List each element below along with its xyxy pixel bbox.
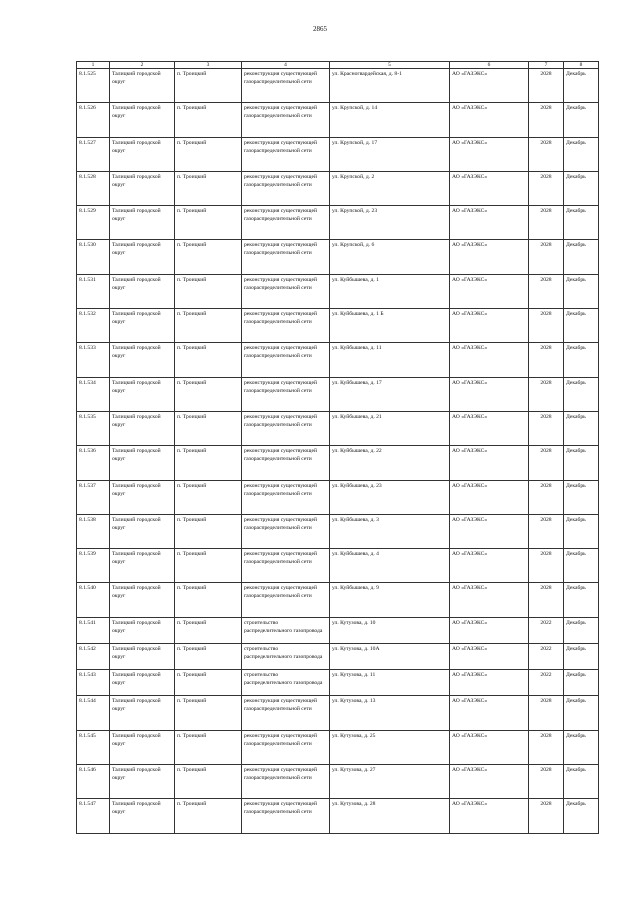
month-cell: Декабрь [564,643,599,669]
row-number: 8.1.539 [77,549,110,583]
month-cell: Декабрь [564,549,599,583]
month-cell: Декабрь [564,343,599,377]
locality-cell: п. Троицкий [175,411,242,445]
row-number: 8.1.530 [77,240,110,274]
table-row [77,343,599,377]
month-cell: Декабрь [564,240,599,274]
work-type-cell: реконструкция существующей газораспределительной сети [242,274,330,308]
locality-cell: п. Троицкий [175,309,242,343]
work-type-cell: реконструкция существующей газораспределительной сети [242,514,330,548]
year-cell: 2028 [529,583,564,617]
locality-cell: п. Троицкий [175,670,242,696]
table-row [77,446,599,480]
district-cell: Талицкий городской округ [110,274,175,308]
organization-cell: АО «ГАЗЭКС» [450,206,529,240]
locality-cell: п. Троицкий [175,137,242,171]
month-cell: Декабрь [564,274,599,308]
work-type-cell: реконструкция существующей газораспределительной сети [242,411,330,445]
organization-cell: АО «ГАЗЭКС» [450,583,529,617]
organization-cell: АО «ГАЗЭКС» [450,69,529,103]
address-cell: ул. Куйбышева, д. 23 [330,480,450,514]
locality-cell: п. Троицкий [175,69,242,103]
organization-cell: АО «ГАЗЭКС» [450,696,529,730]
organization-cell: АО «ГАЗЭКС» [450,240,529,274]
district-cell: Талицкий городской округ [110,730,175,764]
table-row [77,274,599,308]
district-cell: Талицкий городской округ [110,377,175,411]
locality-cell: п. Троицкий [175,583,242,617]
month-cell: Декабрь [564,377,599,411]
address-cell: ул. Куйбышева, д. 21 [330,411,450,445]
column-header: 7 [529,62,564,69]
row-number: 8.1.532 [77,309,110,343]
table-row [77,240,599,274]
month-cell: Декабрь [564,670,599,696]
row-number: 8.1.544 [77,696,110,730]
table-row [77,730,599,764]
table-row [77,764,599,798]
table-row [77,549,599,583]
locality-cell: п. Троицкий [175,274,242,308]
month-cell: Декабрь [564,69,599,103]
column-header: 2 [110,62,175,69]
locality-cell: п. Троицкий [175,799,242,833]
address-cell: ул. Куйбышева, д. 1 [330,274,450,308]
year-cell: 2028 [529,274,564,308]
work-type-cell: строительство распределительного газопровода [242,670,330,696]
address-cell: ул. Куйбышева, д. 9 [330,583,450,617]
row-number: 8.1.526 [77,103,110,137]
address-cell: ул. Кутузова, д. 27 [330,764,450,798]
row-number: 8.1.531 [77,274,110,308]
row-number: 8.1.545 [77,730,110,764]
month-cell: Декабрь [564,583,599,617]
locality-cell: п. Троицкий [175,643,242,669]
address-cell: ул. Кутузова, д. 11 [330,670,450,696]
organization-cell: АО «ГАЗЭКС» [450,514,529,548]
work-type-cell: реконструкция существующей газораспределительной сети [242,730,330,764]
work-type-cell: реконструкция существующей газораспределительной сети [242,171,330,205]
district-cell: Талицкий городской округ [110,670,175,696]
table-row [77,137,599,171]
month-cell: Декабрь [564,446,599,480]
address-cell: ул. Красногвардейская, д. 8-1 [330,69,450,103]
column-header: 8 [564,62,599,69]
month-cell: Декабрь [564,103,599,137]
work-type-cell: реконструкция существующей газораспределительной сети [242,377,330,411]
district-cell: Талицкий городской округ [110,343,175,377]
work-type-cell: реконструкция существующей газораспределительной сети [242,137,330,171]
work-type-cell: строительство распределительного газопровода [242,643,330,669]
locality-cell: п. Троицкий [175,696,242,730]
year-cell: 2028 [529,446,564,480]
organization-cell: АО «ГАЗЭКС» [450,480,529,514]
column-header: 6 [450,62,529,69]
work-type-cell: строительство распределительного газопровода [242,617,330,643]
year-cell: 2028 [529,411,564,445]
month-cell: Декабрь [564,171,599,205]
month-cell: Декабрь [564,309,599,343]
organization-cell: АО «ГАЗЭКС» [450,799,529,833]
year-cell: 2022 [529,670,564,696]
row-number: 8.1.537 [77,480,110,514]
year-cell: 2028 [529,764,564,798]
locality-cell: п. Троицкий [175,377,242,411]
table-body [77,69,599,834]
address-cell: ул. Крупской, д. 14 [330,103,450,137]
district-cell: Талицкий городской округ [110,206,175,240]
work-type-cell: реконструкция существующей газораспределительной сети [242,206,330,240]
table-row [77,171,599,205]
organization-cell: АО «ГАЗЭКС» [450,446,529,480]
row-number: 8.1.535 [77,411,110,445]
table-row [77,670,599,696]
row-number: 8.1.536 [77,446,110,480]
address-cell: ул. Кутузова, д. 10 [330,617,450,643]
work-type-cell: реконструкция существующей газораспределительной сети [242,309,330,343]
work-type-cell: реконструкция существующей газораспределительной сети [242,69,330,103]
organization-cell: АО «ГАЗЭКС» [450,103,529,137]
organization-cell: АО «ГАЗЭКС» [450,343,529,377]
year-cell: 2028 [529,103,564,137]
district-cell: Талицкий городской округ [110,411,175,445]
row-number: 8.1.525 [77,69,110,103]
month-cell: Декабрь [564,514,599,548]
row-number: 8.1.529 [77,206,110,240]
row-number: 8.1.540 [77,583,110,617]
table-row [77,480,599,514]
table-row [77,206,599,240]
address-cell: ул. Кутузова, д. 25 [330,730,450,764]
organization-cell: АО «ГАЗЭКС» [450,274,529,308]
table-row [77,643,599,669]
month-cell: Декабрь [564,480,599,514]
month-cell: Декабрь [564,411,599,445]
row-number: 8.1.538 [77,514,110,548]
row-number: 8.1.542 [77,643,110,669]
row-number: 8.1.527 [77,137,110,171]
row-number: 8.1.533 [77,343,110,377]
work-type-cell: реконструкция существующей газораспределительной сети [242,764,330,798]
year-cell: 2028 [529,343,564,377]
address-cell: ул. Кутузова, д. 13 [330,696,450,730]
address-cell: ул. Крупской, д. 23 [330,206,450,240]
year-cell: 2028 [529,730,564,764]
table-row [77,377,599,411]
header-row [77,62,599,69]
year-cell: 2028 [529,137,564,171]
address-cell: ул. Кутузова, д. 10А [330,643,450,669]
organization-cell: АО «ГАЗЭКС» [450,171,529,205]
organization-cell: АО «ГАЗЭКС» [450,643,529,669]
organization-cell: АО «ГАЗЭКС» [450,137,529,171]
organization-cell: АО «ГАЗЭКС» [450,764,529,798]
organization-cell: АО «ГАЗЭКС» [450,411,529,445]
gas-network-table [76,61,599,834]
year-cell: 2028 [529,549,564,583]
district-cell: Талицкий городской округ [110,617,175,643]
locality-cell: п. Троицкий [175,446,242,480]
table-row [77,309,599,343]
district-cell: Талицкий городской округ [110,583,175,617]
district-cell: Талицкий городской округ [110,799,175,833]
year-cell: 2022 [529,617,564,643]
year-cell: 2028 [529,240,564,274]
year-cell: 2028 [529,480,564,514]
month-cell: Декабрь [564,206,599,240]
address-cell: ул. Крупской, д. 17 [330,137,450,171]
row-number: 8.1.546 [77,764,110,798]
work-type-cell: реконструкция существующей газораспределительной сети [242,103,330,137]
address-cell: ул. Куйбышева, д. 11 [330,343,450,377]
column-header: 1 [77,62,110,69]
year-cell: 2028 [529,799,564,833]
district-cell: Талицкий городской округ [110,309,175,343]
organization-cell: АО «ГАЗЭКС» [450,730,529,764]
district-cell: Талицкий городской округ [110,514,175,548]
organization-cell: АО «ГАЗЭКС» [450,549,529,583]
district-cell: Талицкий городской округ [110,696,175,730]
year-cell: 2028 [529,377,564,411]
table-row [77,103,599,137]
table-row [77,69,599,103]
table-row [77,799,599,833]
work-type-cell: реконструкция существующей газораспределительной сети [242,549,330,583]
district-cell: Талицкий городской округ [110,171,175,205]
month-cell: Декабрь [564,764,599,798]
year-cell: 2028 [529,514,564,548]
month-cell: Декабрь [564,137,599,171]
locality-cell: п. Троицкий [175,480,242,514]
month-cell: Декабрь [564,799,599,833]
district-cell: Талицкий городской округ [110,549,175,583]
work-type-cell: реконструкция существующей газораспределительной сети [242,696,330,730]
year-cell: 2022 [529,643,564,669]
work-type-cell: реконструкция существующей газораспределительной сети [242,446,330,480]
district-cell: Талицкий городской округ [110,446,175,480]
organization-cell: АО «ГАЗЭКС» [450,377,529,411]
address-cell: ул. Куйбышева, д. 17 [330,377,450,411]
organization-cell: АО «ГАЗЭКС» [450,309,529,343]
work-type-cell: реконструкция существующей газораспределительной сети [242,343,330,377]
locality-cell: п. Троицкий [175,730,242,764]
year-cell: 2028 [529,206,564,240]
district-cell: Талицкий городской округ [110,103,175,137]
locality-cell: п. Троицкий [175,103,242,137]
district-cell: Талицкий городской округ [110,137,175,171]
page-number: 2865 [313,25,327,33]
table-row [77,411,599,445]
locality-cell: п. Троицкий [175,171,242,205]
month-cell: Декабрь [564,730,599,764]
column-header: 5 [330,62,450,69]
locality-cell: п. Троицкий [175,343,242,377]
month-cell: Декабрь [564,617,599,643]
locality-cell: п. Троицкий [175,764,242,798]
address-cell: ул. Куйбышева, д. 22 [330,446,450,480]
work-type-cell: реконструкция существующей газораспределительной сети [242,240,330,274]
address-cell: ул. Куйбышева, д. 3 [330,514,450,548]
year-cell: 2028 [529,69,564,103]
column-header: 4 [242,62,330,69]
table-row [77,583,599,617]
table-row [77,514,599,548]
district-cell: Талицкий городской округ [110,764,175,798]
work-type-cell: реконструкция существующей газораспределительной сети [242,799,330,833]
district-cell: Талицкий городской округ [110,480,175,514]
table-row [77,696,599,730]
row-number: 8.1.534 [77,377,110,411]
year-cell: 2028 [529,171,564,205]
address-cell: ул. Крупской, д. 2 [330,171,450,205]
row-number: 8.1.528 [77,171,110,205]
district-cell: Талицкий городской округ [110,69,175,103]
locality-cell: п. Троицкий [175,514,242,548]
district-cell: Талицкий городской округ [110,240,175,274]
month-cell: Декабрь [564,696,599,730]
district-cell: Талицкий городской округ [110,643,175,669]
locality-cell: п. Троицкий [175,206,242,240]
locality-cell: п. Троицкий [175,549,242,583]
row-number: 8.1.541 [77,617,110,643]
address-cell: ул. Куйбышева, д. 1 Б [330,309,450,343]
table-row [77,617,599,643]
work-type-cell: реконструкция существующей газораспределительной сети [242,583,330,617]
organization-cell: АО «ГАЗЭКС» [450,670,529,696]
address-cell: ул. Кутузова, д. 28 [330,799,450,833]
row-number: 8.1.547 [77,799,110,833]
locality-cell: п. Троицкий [175,617,242,643]
work-type-cell: реконструкция существующей газораспределительной сети [242,480,330,514]
year-cell: 2028 [529,309,564,343]
address-cell: ул. Куйбышева, д. 4 [330,549,450,583]
locality-cell: п. Троицкий [175,240,242,274]
organization-cell: АО «ГАЗЭКС» [450,617,529,643]
year-cell: 2028 [529,696,564,730]
address-cell: ул. Крупской, д. 6 [330,240,450,274]
row-number: 8.1.543 [77,670,110,696]
column-header: 3 [175,62,242,69]
